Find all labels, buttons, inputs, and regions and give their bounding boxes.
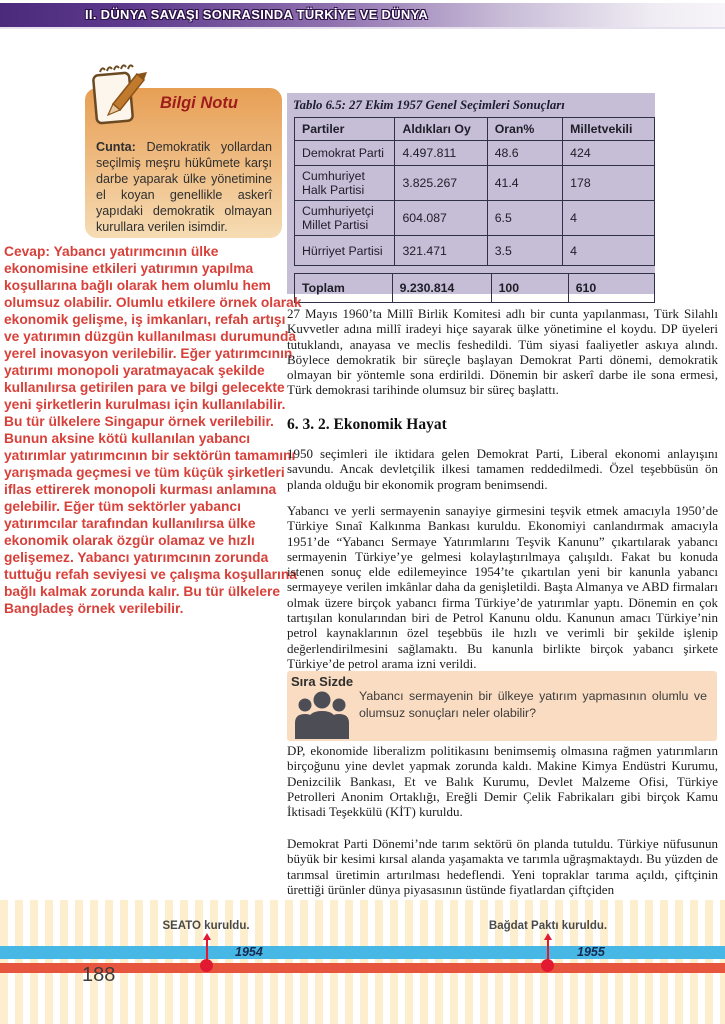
timeline-event-stem xyxy=(547,940,549,960)
paragraph-liberal-economy: 1950 seçimleri ile iktidara gelen Demokrat Parti, Liberal ekonomi anlayışını savundu. Ancak devletçilik ilkesi tamamen reddedilmedi. Özel teşebbüsün ön planda olduğu bir ekonomik program benimsendi. xyxy=(287,446,718,492)
table-cell: Cumhuriyet Halk Partisi xyxy=(295,166,395,201)
timeline-year: 1954 xyxy=(235,945,263,959)
table-cell: 3.5 xyxy=(487,236,562,266)
table-row xyxy=(295,236,655,266)
handwritten-answer-note: Cevap: Yabancı yatırımcının ülke ekonomisine etkileri yatırımın yapılma koşullarına bağlı olarak hem olumlu hem olumsuz olabilir. Olumlu etkilere örnek olarak ekonomik gelişme, iş imkanları, refah artışı ve yatırımın düzgün kullanılması durumunda yerel inovasyon verilebilir. Eğer yatırımcının yatırımı monopoli yaratmayacak şekilde kullanılırsa getirilen para ve bilgi gelecekte yeni şirketlerin kurulması için kullanılabilir. Bu tür ülkelere Singapur örnek verilebilir. Bunun aksine kötü kullanılan yabancı yatırımlar yatırımcının bir sektörün tamamını yarışmada geçmesi ve tüm küçük şirketleri iflas ettirerek monopoli kurması anlamına gelebilir. Eğer tüm sektörler yabancı yatırımcılar tarafından kullanılırsa ülke ekonomik olarak özgür olamaz ve hızlı gelişemez. Yabancı yatırımcının zorunda tuttuğu refah seviyesi ve çalışma koşullarına bağlı kalmak zorunda kalır. Bu tür ülkelere Bangladeş örnek verilebilir. xyxy=(4,244,302,616)
column-header: Milletvekili xyxy=(563,118,655,141)
table-cell: 6.5 xyxy=(487,201,562,236)
election-results-table xyxy=(294,117,655,266)
timeline-event-dot xyxy=(200,959,213,972)
table-cell: 610 xyxy=(568,274,654,303)
bilgi-notu-text xyxy=(96,140,272,236)
page-number: 188 xyxy=(82,964,116,986)
timeline-year: 1955 xyxy=(577,945,605,959)
people-group-icon xyxy=(292,691,352,739)
table-cell: Demokrat Parti xyxy=(295,141,395,166)
table-cell: 41.4 xyxy=(487,166,562,201)
timeline-event-label: SEATO kuruldu. xyxy=(162,920,250,932)
table-cell: 321.471 xyxy=(395,236,487,266)
arrow-up-icon xyxy=(203,933,211,940)
election-table-panel xyxy=(287,93,655,294)
table-cell: Hürriyet Partisi xyxy=(295,236,395,266)
sira-sizde-label: Sıra Sizde xyxy=(291,674,354,689)
table-cell: 3.825.267 xyxy=(395,166,487,201)
column-header: Partiler xyxy=(295,118,395,141)
timeline-event-dot xyxy=(541,959,554,972)
table-cell: 4 xyxy=(563,236,655,266)
table-cell: 4.497.811 xyxy=(395,141,487,166)
section-heading-ekonomik-hayat: 6. 3. 2. Ekonomik Hayat xyxy=(287,416,447,433)
sira-sizde-box xyxy=(287,671,717,741)
column-header: Oran% xyxy=(487,118,562,141)
paragraph-foreign-capital: Yabancı ve yerli sermayenin sanayiye girmesini teşvik etmek amacıyla 1950’de Türkiye Sınaî Kalkınma Bankası kuruldu. Ekonomiyi canlandırmak amacıyla 1951’de “Yabancı Sermaye Yatırımlarını Teşvik Kanunu” çıkartılarak yabancı sermayenin Türkiye’ye gelmesi kolaylaştırılmaya çalışıldı. Fakat bu konuda istenen sonuç elde edilemeyince 1954’te çıkartılan yeni bir kanunla yabancı sermayeye verilen imkânlar daha da genişletildi. Başta Almanya ve ABD firmaları olmak üzere birçok yabancı firma Türkiye’de yatırımlar yaptı. Dönemin en çok tartışılan konularından biri de Petrol Kanunu oldu. Kanunun amacı Türkiye’nin petrol kaynaklarının özel teşebbüs ile hızlı ve verimli bir şekilde işlenip değerlendirilmesini sağlamaktı. Bu kanunla birlikte birçok yabancı şirkete Türkiye’de petrol arama izni verildi. xyxy=(287,503,718,671)
arrow-up-icon xyxy=(544,933,552,940)
paragraph-state-enterprises: DP, ekonomide liberalizm politikasını benimsemiş olmasına rağmen yatırımların birçoğunu yine devlet yapmak zorunda kaldı. Makine Kimya Endüstri Kurumu, Denizcilik Bankası, Et ve Balık Kurumu, Devlet Malzeme Ofisi, Türkiye Petrolleri Anonim Ortaklığı, Ereğli Demir Çelik Fabrikaları gibi birçok Kamu İktisadi Teşekkülü (KİT) kuruldu. xyxy=(287,743,718,820)
timeline-blue-bar xyxy=(0,946,725,959)
bilgi-notu-term: Cunta: xyxy=(96,140,136,154)
column-header: Aldıkları Oy xyxy=(395,118,487,141)
timeline-event-stem xyxy=(206,940,208,960)
table-cell: 4 xyxy=(563,201,655,236)
bilgi-notu-definition: Demokratik yollardan seçilmiş meşru hükûmete karşı darbe yaparak ülke yönetimine el koyan genellikle askerî yapıdaki demokratik olmayan kurullara verilen isimdir. xyxy=(96,140,272,234)
table-header-row xyxy=(295,118,655,141)
table-caption: Tablo 6.5: 27 Ekim 1957 Genel Seçimleri Sonuçları xyxy=(293,98,565,112)
chapter-header-bar xyxy=(0,3,725,29)
paragraph-agriculture: Demokrat Parti Dönemi’nde tarım sektörü ön planda tutuldu. Türkiye nüfusunun büyük bir kesimi kırsal alanda yaşamakta ve tarımla uğraşmaktaydı. Bu yüzden de tarımsal üretimin artırılması hedeflendi. Yeni topraklar tarıma açıldı, çiftçinin ürettiği ürünler dünya piyasasının üstünde fiyatlardan çiftçiden xyxy=(287,836,718,897)
table-cell: 48.6 xyxy=(487,141,562,166)
table-cell: 604.087 xyxy=(395,201,487,236)
notepad-pencil-icon xyxy=(86,62,150,130)
sira-sizde-question: Yabancı sermayenin bir ülkeye yatırım yapmasının olumlu ve olumsuz sonuçları neler olabilir? xyxy=(359,689,707,721)
table-cell: Cumhuriyetçi Millet Partisi xyxy=(295,201,395,236)
table-cell: 178 xyxy=(563,166,655,201)
bilgi-notu-title: Bilgi Notu xyxy=(160,94,238,112)
table-cell: 9.230.814 xyxy=(392,274,491,303)
table-cell: Toplam xyxy=(295,274,393,303)
timeline-strip xyxy=(0,900,725,1024)
table-total-row xyxy=(295,274,655,303)
chapter-title: II. DÜNYA SAVAŞI SONRASINDA TÜRKİYE VE DÜNYA xyxy=(85,7,429,22)
table-cell: 424 xyxy=(563,141,655,166)
paragraph-coup-1960: 27 Mayıs 1960’ta Millî Birlik Komitesi adlı bir cunta yapılanması, Türk Silahlı Kuvvetler adına millî iradeyi hiçe sayarak ülke yönetimine el koydu. DP üyeleri tutuklandı, anayasa ve meclis feshedildi. Tüm siyasi faaliyetler askıya alındı. Böylece demokratik bir süreçle başlayan Demokrat Parti dönemi, demokratik olmayan bir yöntemle sona erdirildi. Dönemin bir askerî darbe ile sona ermesi, Türk demokrasi tarihinde olumsuz bir süreç başlattı. xyxy=(287,306,718,398)
table-row xyxy=(295,141,655,166)
timeline-event-label: Bağdat Paktı kuruldu. xyxy=(488,920,608,932)
table-row xyxy=(295,166,655,201)
table-row xyxy=(295,201,655,236)
election-total-table xyxy=(294,273,655,303)
table-cell: 100 xyxy=(491,274,568,303)
